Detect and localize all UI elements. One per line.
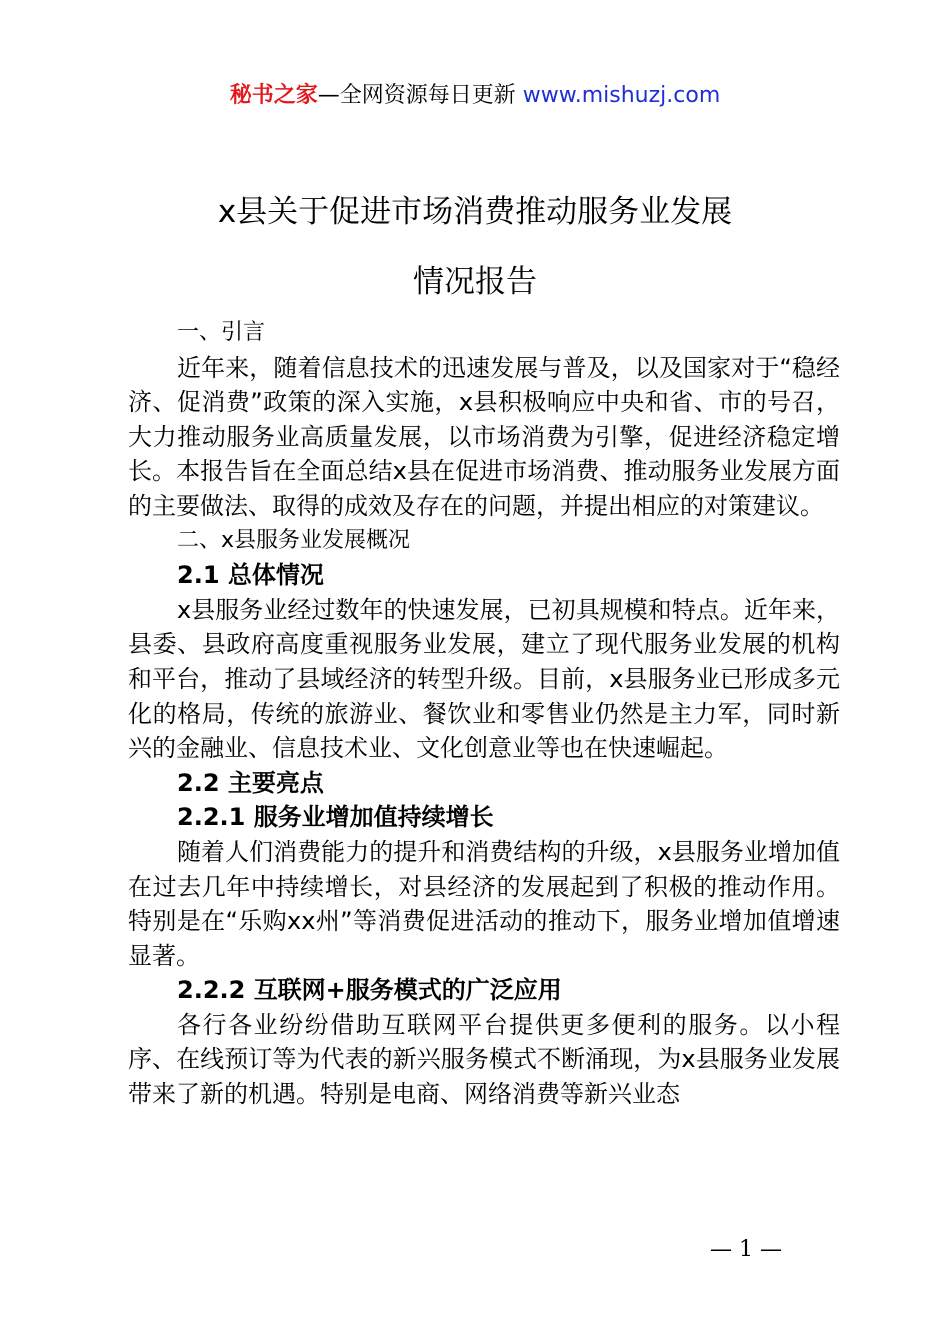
subheading-2-2-2: 2.2.2 互联网+服务模式的广泛应用 — [177, 976, 562, 1005]
site-banner — [0, 82, 950, 110]
site-tagline: —全网资源每日更新 — [317, 83, 516, 108]
paragraph-internet: 各行各业纷纷借助互联网平台提供更多便利的服务。以小程序、在线预订等为代表的新兴服务模式不断涌现，为x县服务业发展带来了新的机遇。特别是电商、网络消费等新兴业态 — [128, 1010, 840, 1109]
page-number: — 1 — — [710, 1237, 782, 1262]
paragraph-growth: 随着人们消费能力的提升和消费结构的升级，x县服务业增加值在过去几年中持续增长，对县经济的发展起到了积极的推动作用。特别是在“乐购xx州”等消费促进活动的推动下，服务业增加值增速显著。 — [128, 837, 840, 970]
document-body — [128, 316, 840, 1112]
paragraph-overall: x县服务业经过数年的快速发展，已初具规模和特点。近年来，县委、县政府高度重视服务业发展，建立了现代服务业发展的机构和平台，推动了县域经济的转型升级。目前，x县服务业已形成多元化的格局，传统的旅游业、餐饮业和零售业仍然是主力军，同时新兴的金融业、信息技术业、文化创意业等也在快速崛起。 — [128, 595, 840, 763]
site-url-link[interactable]: www.mishuzj.com — [522, 83, 721, 108]
subheading-2-1: 2.1 总体情况 — [177, 561, 324, 590]
paragraph-intro: 近年来，随着信息技术的迅速发展与普及，以及国家对于“稳经济、促消费”政策的深入实施，x县积极响应中央和省、市的号召，大力推动服务业高质量发展，以市场消费为引擎，促进经济稳定增长。本报告旨在全面总结x县在促进市场消费、推动服务业发展方面的主要做法、取得的成效及存在的问题，并提出相应的对策建议。 — [128, 353, 840, 520]
site-brand: 秘书之家 — [229, 83, 318, 108]
document-title-line1: x县关于促进市场消费推动服务业发展 — [217, 194, 733, 230]
document-title-line2: 情况报告 — [413, 264, 537, 300]
subheading-2-2: 2.2 主要亮点 — [177, 768, 324, 797]
section-heading-overview: 二、x县服务业发展概况 — [177, 527, 411, 553]
section-heading-intro: 一、引言 — [177, 320, 266, 345]
subheading-2-2-1: 2.2.1 服务业增加值持续增长 — [177, 803, 494, 832]
